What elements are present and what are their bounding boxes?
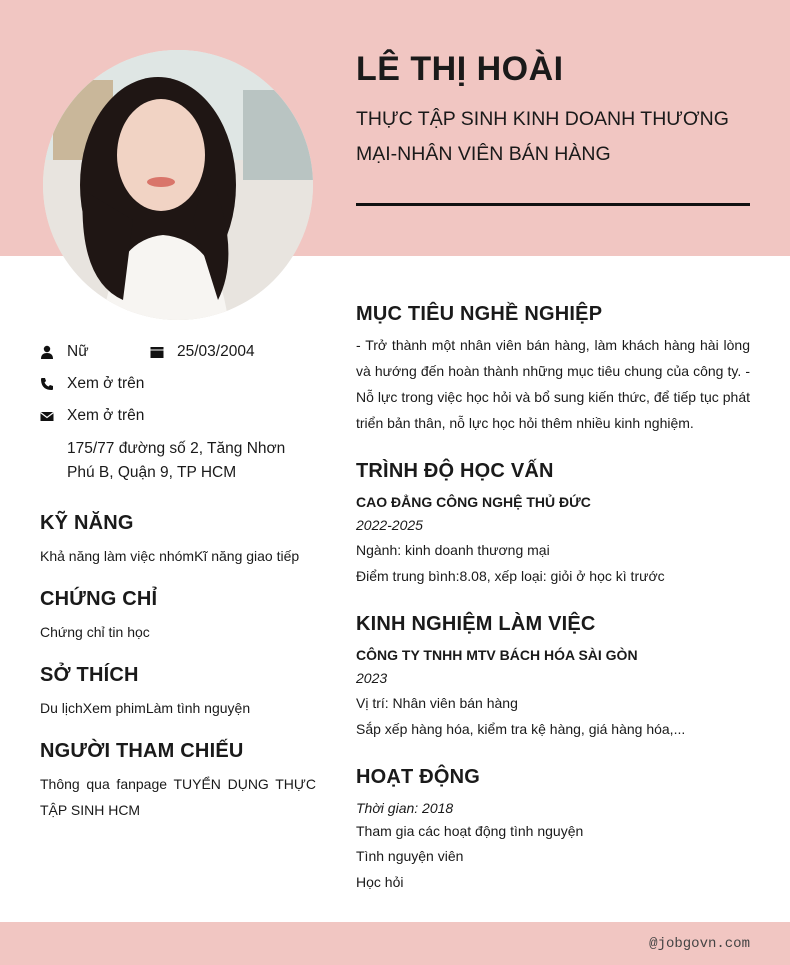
phone-icon (40, 377, 54, 391)
job-position-line: THỰC TẬP SINH KINH DOANH THƯƠNG (356, 108, 729, 130)
activities-title: HOẠT ĐỘNG (356, 766, 481, 788)
hobbies-title: SỞ THÍCH (40, 664, 139, 686)
objective-title: MỤC TIÊU NGHỀ NGHIỆP (356, 303, 603, 325)
address-line: 175/77 đường số 2, Tăng Nhơn (67, 440, 286, 457)
address (67, 437, 317, 485)
experience-period: 2023 (356, 670, 388, 686)
hobbies-content: Du lịchXem phimLàm tình nguyện (40, 700, 251, 716)
experience-description: Sắp xếp hàng hóa, kiểm tra kệ hàng, giá hàng hóa,... (356, 721, 686, 737)
user-icon (40, 345, 54, 359)
birthday-row (150, 343, 255, 361)
birthday-value: 25/03/2004 (177, 343, 255, 360)
education-gpa: Điểm trung bình:8.08, xếp loại: giỏi ở học kì trước (356, 568, 665, 584)
activities-period: Thời gian: 2018 (356, 800, 454, 816)
references-content: Thông qua fanpage TUYỂN DỤNG THỰC TẬP SINH HCM (40, 776, 316, 818)
objective-content: - Trở thành một nhân viên bán hàng, làm khách hàng hài lòng và hướng đến hoàn thành những mục tiêu chung của công ty. - Nỗ lực trong việc học hỏi và bổ sung kiến thức, để tiếp tục phát triển bản thân, nỗ lực học hỏi thêm nhiều kinh nghiệm. (356, 337, 750, 431)
references-title: NGƯỜI THAM CHIẾU (40, 740, 244, 762)
skills-title: KỸ NĂNG (40, 512, 134, 534)
experience-role: Vị trí: Nhân viên bán hàng (356, 695, 518, 711)
address-line: Phú B, Quận 9, TP HCM (67, 464, 237, 481)
job-position (356, 102, 756, 172)
phone-row (40, 375, 144, 393)
gender-value: Nữ (67, 343, 89, 360)
gender-row (40, 343, 89, 361)
footer-watermark: @jobgovn.com (649, 936, 750, 952)
skills-content: Khả năng làm việc nhómKĩ năng giao tiếp (40, 548, 300, 564)
school-name: CAO ĐẲNG CÔNG NGHỆ THỦ ĐỨC (356, 494, 591, 510)
profile-photo (43, 50, 313, 320)
email-value[interactable]: Xem ở trên (67, 407, 145, 424)
experience-title: KINH NGHIỆM LÀM VIỆC (356, 613, 596, 635)
calendar-icon (150, 345, 164, 359)
phone-value[interactable]: Xem ở trên (67, 375, 145, 392)
company-name: CÔNG TY TNHH MTV BÁCH HÓA SÀI GÒN (356, 647, 638, 663)
certificates-content: Chứng chỉ tin học (40, 624, 150, 640)
email-row (40, 407, 144, 425)
envelope-icon (40, 409, 54, 423)
activities-line: Tham gia các hoạt động tình nguyện (356, 823, 584, 839)
activities-line: Tình nguyện viên (356, 848, 464, 864)
education-period: 2022-2025 (356, 517, 423, 533)
candidate-name: LÊ THỊ HOÀI (356, 50, 564, 88)
header-divider (356, 203, 750, 206)
education-title: TRÌNH ĐỘ HỌC VẤN (356, 460, 554, 482)
job-position-line: MẠI-NHÂN VIÊN BÁN HÀNG (356, 143, 611, 165)
certificates-title: CHỨNG CHỈ (40, 588, 158, 610)
activities-line: Học hỏi (356, 874, 404, 890)
education-major: Ngành: kinh doanh thương mại (356, 542, 550, 558)
